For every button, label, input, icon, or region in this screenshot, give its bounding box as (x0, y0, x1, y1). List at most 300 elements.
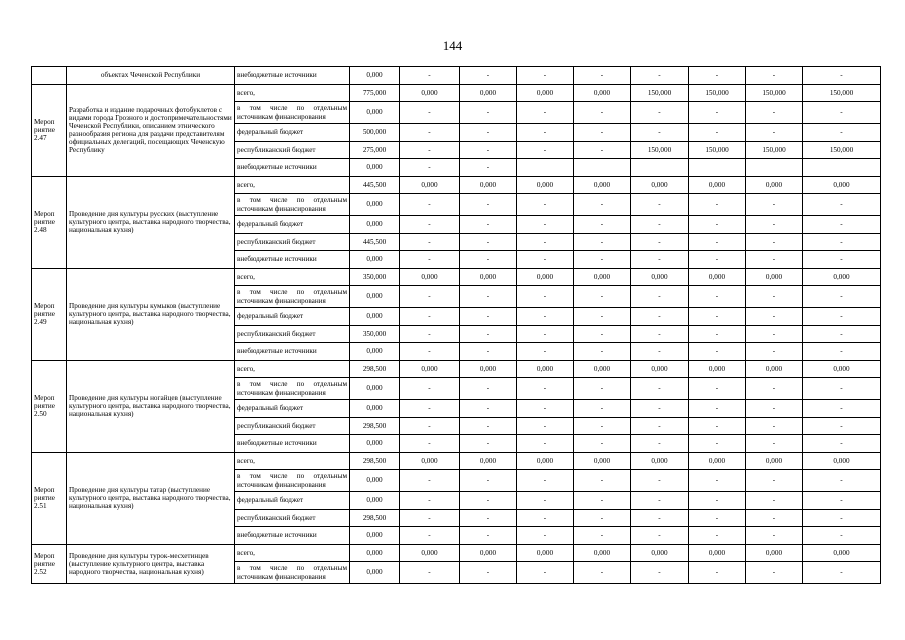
value-cell: - (689, 378, 746, 400)
value-cell: - (400, 216, 460, 234)
value-cell: - (517, 67, 574, 85)
value-cell: 0,000 (517, 84, 574, 102)
source-line: источникам финансирования (237, 296, 326, 305)
value-cell: 298,500 (350, 452, 400, 470)
value-cell: - (689, 562, 746, 584)
value-cell: - (400, 233, 460, 251)
value-cell: 0,000 (517, 268, 574, 286)
value-cell: 150,000 (689, 141, 746, 159)
value-cell: - (517, 378, 574, 400)
measure-desc-cell: объектах Чеченской Республики (67, 67, 235, 85)
value-cell: - (574, 435, 631, 453)
value-cell: - (631, 308, 689, 326)
source-cell: внебюджетные источники (235, 251, 350, 269)
value-cell: - (631, 527, 689, 545)
value-cell: 0,000 (803, 452, 881, 470)
value-cell: 0,000 (350, 435, 400, 453)
value-cell: 350,000 (350, 268, 400, 286)
value-cell: 0,000 (689, 176, 746, 194)
value-cell: - (746, 435, 803, 453)
value-cell: - (803, 378, 881, 400)
value-cell: - (574, 308, 631, 326)
value-cell: - (631, 562, 689, 584)
value-cell: 0,000 (460, 452, 517, 470)
value-cell: - (460, 141, 517, 159)
value-cell: - (803, 562, 881, 584)
value-cell: - (803, 286, 881, 308)
value-cell: - (689, 286, 746, 308)
page-number: 144 (442, 38, 463, 53)
value-cell: - (400, 308, 460, 326)
value-cell: 0,000 (400, 360, 460, 378)
value-cell: 0,000 (350, 470, 400, 492)
value-cell: - (803, 492, 881, 510)
value-cell: - (400, 492, 460, 510)
value-cell: - (746, 325, 803, 343)
value-cell: - (574, 194, 631, 216)
value-cell: - (517, 509, 574, 527)
value-cell: 0,000 (350, 562, 400, 584)
value-cell: 0,000 (350, 102, 400, 124)
source-cell (235, 194, 350, 216)
value-cell: - (631, 509, 689, 527)
source-cell: внебюджетные источники (235, 343, 350, 361)
source-line: в том числе по отдельным (237, 196, 347, 205)
value-cell: 150,000 (631, 84, 689, 102)
source-line: источникам финансирования (237, 204, 326, 213)
value-cell: - (689, 216, 746, 234)
source-line: источникам финансирования (237, 112, 326, 121)
value-cell: - (517, 325, 574, 343)
source-cell (235, 286, 350, 308)
source-cell: всего, (235, 176, 350, 194)
source-cell: всего, (235, 544, 350, 562)
value-cell: - (746, 378, 803, 400)
value-cell: - (689, 308, 746, 326)
value-cell: - (631, 378, 689, 400)
value-cell: 0,000 (631, 360, 689, 378)
value-cell: - (460, 400, 517, 418)
source-cell: всего, (235, 268, 350, 286)
value-cell: - (460, 124, 517, 142)
value-cell: 0,000 (803, 176, 881, 194)
value-cell: - (400, 527, 460, 545)
value-cell: 445,500 (350, 176, 400, 194)
value-cell: - (574, 562, 631, 584)
value-cell: - (400, 435, 460, 453)
value-cell: - (400, 562, 460, 584)
source-line: в том числе по отдельным (237, 288, 347, 297)
value-cell: - (803, 470, 881, 492)
source-cell: республиканский бюджет (235, 325, 350, 343)
value-cell: - (631, 286, 689, 308)
value-cell: - (574, 509, 631, 527)
measure-id-cell (32, 67, 67, 85)
source-cell (235, 378, 350, 400)
value-cell (517, 159, 574, 177)
value-cell: - (517, 527, 574, 545)
value-cell: - (460, 67, 517, 85)
source-cell: федеральный бюджет (235, 124, 350, 142)
table-row (32, 176, 881, 194)
source-line: в том числе по отдельным (237, 380, 347, 389)
source-cell: республиканский бюджет (235, 233, 350, 251)
value-cell: - (574, 233, 631, 251)
value-cell: - (689, 67, 746, 85)
value-cell: - (689, 233, 746, 251)
value-cell: - (746, 233, 803, 251)
value-cell: - (631, 216, 689, 234)
value-cell: 150,000 (746, 84, 803, 102)
value-cell: - (517, 286, 574, 308)
value-cell: 150,000 (803, 84, 881, 102)
value-cell: 350,000 (350, 325, 400, 343)
source-line: источникам финансирования (237, 480, 326, 489)
value-cell: - (460, 194, 517, 216)
value-cell: 500,000 (350, 124, 400, 142)
measure-desc-cell: Проведение дня культуры ногайцев (выступление культурного центра, выставка народного творчества, национальная кухня) (67, 360, 235, 452)
value-cell: - (746, 251, 803, 269)
value-cell: - (517, 102, 574, 124)
value-cell: - (574, 527, 631, 545)
measure-id-cell: Мероп риятие 2.47 (32, 84, 67, 176)
measure-id-cell: Мероп риятие 2.49 (32, 268, 67, 360)
value-cell: - (746, 509, 803, 527)
value-cell: 0,000 (746, 176, 803, 194)
value-cell: - (803, 435, 881, 453)
value-cell: - (689, 470, 746, 492)
source-cell (235, 102, 350, 124)
value-cell: - (689, 325, 746, 343)
source-cell: всего, (235, 452, 350, 470)
value-cell: 298,500 (350, 417, 400, 435)
value-cell: - (746, 124, 803, 142)
value-cell: - (400, 470, 460, 492)
value-cell: - (460, 417, 517, 435)
value-cell: - (689, 102, 746, 124)
value-cell: - (574, 492, 631, 510)
value-cell: 150,000 (746, 141, 803, 159)
measure-id-cell: Мероп риятие 2.48 (32, 176, 67, 268)
value-cell: - (400, 417, 460, 435)
value-cell: 150,000 (689, 84, 746, 102)
value-cell: 0,000 (689, 268, 746, 286)
value-cell: - (746, 417, 803, 435)
value-cell (574, 159, 631, 177)
value-cell: - (460, 378, 517, 400)
value-cell: - (689, 124, 746, 142)
value-cell: - (803, 194, 881, 216)
value-cell: - (400, 124, 460, 142)
source-cell: федеральный бюджет (235, 216, 350, 234)
table-row (32, 452, 881, 470)
value-cell: - (400, 509, 460, 527)
value-cell: - (803, 325, 881, 343)
source-cell: всего, (235, 84, 350, 102)
value-cell: - (631, 194, 689, 216)
value-cell: - (631, 251, 689, 269)
source-cell: внебюджетные источники (235, 159, 350, 177)
value-cell: - (517, 194, 574, 216)
value-cell: - (631, 124, 689, 142)
value-cell: - (631, 400, 689, 418)
value-cell: 0,000 (631, 176, 689, 194)
value-cell: - (631, 325, 689, 343)
value-cell: - (689, 400, 746, 418)
measure-desc-cell: Проведение дня культуры русских (выступление культурного центра, выставка народного творчества, национальная кухня) (67, 176, 235, 268)
value-cell: - (746, 286, 803, 308)
value-cell: 0,000 (803, 544, 881, 562)
value-cell: 0,000 (746, 360, 803, 378)
value-cell: - (400, 325, 460, 343)
value-cell: - (460, 435, 517, 453)
value-cell: 0,000 (460, 544, 517, 562)
value-cell: - (400, 141, 460, 159)
value-cell: - (746, 400, 803, 418)
value-cell: 0,000 (400, 452, 460, 470)
value-cell: - (574, 102, 631, 124)
source-cell: всего, (235, 360, 350, 378)
value-cell: - (517, 435, 574, 453)
value-cell: - (689, 343, 746, 361)
value-cell: 0,000 (746, 268, 803, 286)
value-cell: - (689, 435, 746, 453)
value-cell: 0,000 (350, 216, 400, 234)
value-cell: - (400, 343, 460, 361)
value-cell: - (574, 470, 631, 492)
value-cell: - (803, 417, 881, 435)
source-line: в том числе по отдельным (237, 564, 347, 573)
value-cell: - (631, 67, 689, 85)
value-cell: 150,000 (631, 141, 689, 159)
value-cell: 0,000 (350, 544, 400, 562)
value-cell: 0,000 (350, 492, 400, 510)
value-cell: - (631, 102, 689, 124)
value-cell (631, 159, 689, 177)
table-row (32, 84, 881, 102)
value-cell: - (746, 67, 803, 85)
value-cell (746, 159, 803, 177)
source-cell: внебюджетные источники (235, 67, 350, 85)
value-cell: - (803, 124, 881, 142)
source-cell: внебюджетные источники (235, 435, 350, 453)
value-cell: - (689, 194, 746, 216)
measure-desc-cell: Проведение дня культуры татар (выступление культурного центра, выставка народного творчества, национальная кухня) (67, 452, 235, 544)
value-cell: 0,000 (350, 308, 400, 326)
value-cell (803, 159, 881, 177)
value-cell: 0,000 (460, 268, 517, 286)
value-cell: - (460, 343, 517, 361)
value-cell: - (460, 527, 517, 545)
value-cell: - (400, 194, 460, 216)
budget-table (31, 66, 881, 584)
value-cell: - (460, 286, 517, 308)
value-cell: - (517, 233, 574, 251)
value-cell: 0,000 (400, 176, 460, 194)
source-line: источникам финансирования (237, 388, 326, 397)
value-cell: - (689, 492, 746, 510)
value-cell: - (517, 308, 574, 326)
value-cell: - (400, 251, 460, 269)
value-cell: 0,000 (350, 159, 400, 177)
value-cell: - (574, 67, 631, 85)
value-cell: - (803, 251, 881, 269)
measure-desc-cell: Разработка и издание подарочных фотобуклетов с видами города Грозного и достопримечательностями Чеченской Республики, описанием этнического разнообразия региона для раздачи представителям официальных делегаций, посещающих Чеченскую Республику (67, 84, 235, 176)
value-cell: - (574, 216, 631, 234)
table-row (32, 67, 881, 85)
value-cell: 0,000 (689, 544, 746, 562)
value-cell: 0,000 (460, 360, 517, 378)
value-cell: - (400, 67, 460, 85)
value-cell: 0,000 (350, 527, 400, 545)
value-cell: 0,000 (574, 544, 631, 562)
value-cell: - (803, 527, 881, 545)
value-cell: 0,000 (631, 544, 689, 562)
value-cell: - (460, 308, 517, 326)
value-cell: - (517, 141, 574, 159)
value-cell: 0,000 (631, 452, 689, 470)
value-cell: 0,000 (689, 360, 746, 378)
value-cell: - (400, 400, 460, 418)
value-cell: - (400, 102, 460, 124)
source-cell: республиканский бюджет (235, 141, 350, 159)
value-cell: - (689, 509, 746, 527)
value-cell: - (460, 159, 517, 177)
value-cell: - (574, 378, 631, 400)
value-cell: - (631, 417, 689, 435)
value-cell: 0,000 (350, 378, 400, 400)
value-cell: - (746, 308, 803, 326)
value-cell: - (574, 141, 631, 159)
value-cell: - (746, 470, 803, 492)
value-cell: - (517, 216, 574, 234)
value-cell: - (689, 527, 746, 545)
value-cell: 0,000 (350, 400, 400, 418)
value-cell: 0,000 (517, 176, 574, 194)
measure-desc-cell: Проведение дня культуры кумыков (выступление культурного центра, выставка народного творчества, национальная кухня) (67, 268, 235, 360)
value-cell: 0,000 (574, 360, 631, 378)
value-cell: - (746, 102, 803, 124)
value-cell: - (400, 378, 460, 400)
value-cell: - (517, 124, 574, 142)
value-cell: 0,000 (746, 544, 803, 562)
value-cell: - (746, 562, 803, 584)
value-cell: - (517, 400, 574, 418)
value-cell: - (460, 102, 517, 124)
value-cell: 0,000 (350, 194, 400, 216)
value-cell: 0,000 (517, 452, 574, 470)
value-cell: 445,500 (350, 233, 400, 251)
value-cell: 0,000 (460, 84, 517, 102)
value-cell: - (400, 159, 460, 177)
source-line: в том числе по отдельным (237, 104, 347, 113)
value-cell: 298,500 (350, 360, 400, 378)
value-cell: - (517, 343, 574, 361)
source-cell: федеральный бюджет (235, 400, 350, 418)
value-cell: - (746, 527, 803, 545)
table-row (32, 360, 881, 378)
source-line: в том числе по отдельным (237, 472, 347, 481)
value-cell: 0,000 (746, 452, 803, 470)
value-cell: 0,000 (400, 84, 460, 102)
table-row (32, 544, 881, 562)
value-cell: - (631, 492, 689, 510)
value-cell: 0,000 (517, 360, 574, 378)
value-cell: 0,000 (689, 452, 746, 470)
value-cell: - (689, 251, 746, 269)
value-cell: - (517, 562, 574, 584)
value-cell: - (574, 286, 631, 308)
value-cell: - (746, 343, 803, 361)
measure-desc-cell: Проведение дня культуры турок-месхетинцев (выступление культурного центра, выставка народного творчества, национальная кухня) (67, 544, 235, 584)
value-cell: - (517, 492, 574, 510)
value-cell: - (803, 233, 881, 251)
value-cell: 775,000 (350, 84, 400, 102)
value-cell: - (631, 343, 689, 361)
value-cell: 0,000 (574, 452, 631, 470)
value-cell: 0,000 (517, 544, 574, 562)
value-cell: 0,000 (400, 268, 460, 286)
value-cell: - (574, 343, 631, 361)
value-cell: - (746, 492, 803, 510)
value-cell: - (517, 470, 574, 492)
value-cell: - (400, 286, 460, 308)
value-cell: - (803, 102, 881, 124)
value-cell: - (574, 251, 631, 269)
value-cell: 0,000 (350, 251, 400, 269)
value-cell: 150,000 (803, 141, 881, 159)
value-cell: - (803, 216, 881, 234)
value-cell: - (460, 233, 517, 251)
value-cell: - (746, 216, 803, 234)
value-cell: 0,000 (574, 176, 631, 194)
value-cell: 0,000 (350, 343, 400, 361)
value-cell: - (574, 417, 631, 435)
value-cell: - (574, 400, 631, 418)
value-cell: 0,000 (574, 84, 631, 102)
source-cell: республиканский бюджет (235, 509, 350, 527)
value-cell (689, 159, 746, 177)
value-cell: 0,000 (803, 360, 881, 378)
value-cell: - (631, 435, 689, 453)
value-cell: 0,000 (350, 286, 400, 308)
source-cell: федеральный бюджет (235, 492, 350, 510)
value-cell: 0,000 (803, 268, 881, 286)
value-cell: - (460, 251, 517, 269)
value-cell: 0,000 (460, 176, 517, 194)
value-cell: - (574, 124, 631, 142)
value-cell: - (689, 417, 746, 435)
value-cell: - (803, 67, 881, 85)
value-cell: - (746, 194, 803, 216)
value-cell: - (517, 251, 574, 269)
value-cell: - (460, 216, 517, 234)
value-cell: 298,500 (350, 509, 400, 527)
source-cell (235, 470, 350, 492)
value-cell: - (803, 308, 881, 326)
value-cell: 275,000 (350, 141, 400, 159)
value-cell: 0,000 (631, 268, 689, 286)
table-row (32, 268, 881, 286)
value-cell: - (517, 417, 574, 435)
source-cell: республиканский бюджет (235, 417, 350, 435)
value-cell: - (460, 509, 517, 527)
value-cell: - (803, 343, 881, 361)
source-line: источникам финансирования (237, 572, 326, 581)
measure-id-cell: Мероп риятие 2.50 (32, 360, 67, 452)
value-cell: - (460, 492, 517, 510)
measure-id-cell: Мероп риятие 2.52 (32, 544, 67, 584)
